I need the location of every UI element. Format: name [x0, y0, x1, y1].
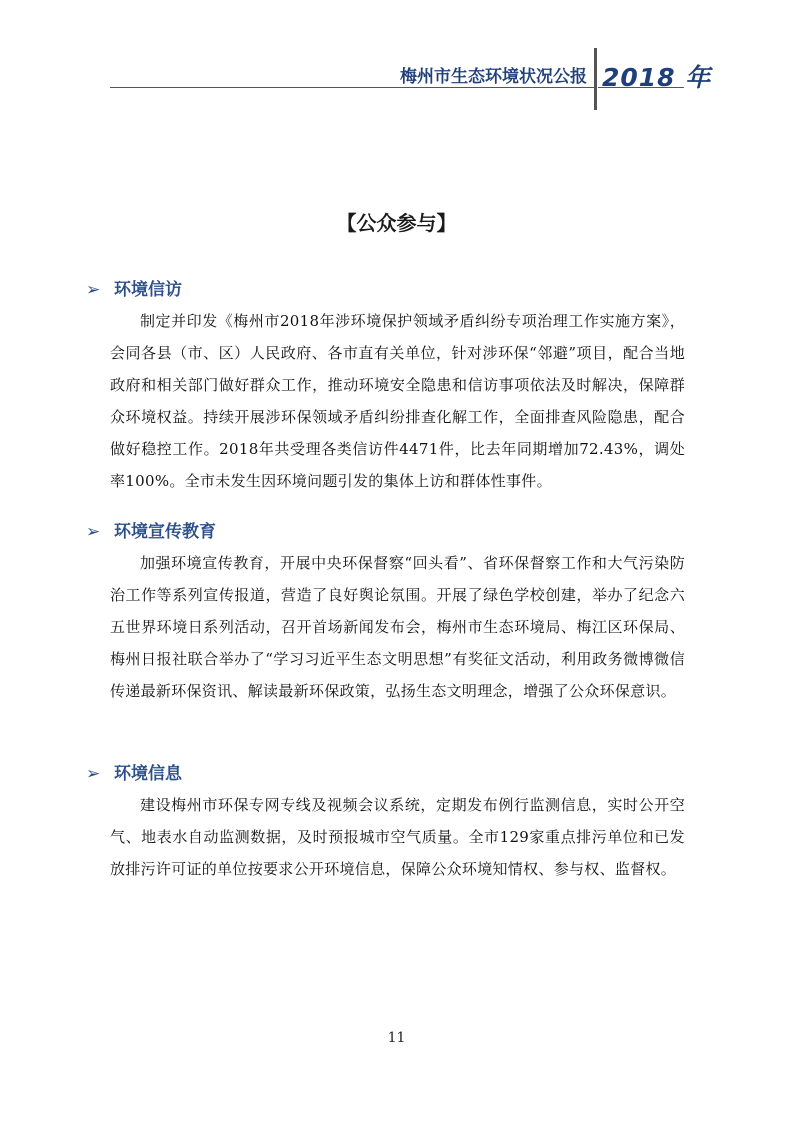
header-rule-left: [110, 87, 596, 88]
subsection-heading-complaints: [86, 275, 182, 300]
paragraph-education: 加强环境宣传教育，开展中央环保督察“回头看”、省环保督察工作和大气污染防治工作等系列宣传报道，营造了良好舆论氛围。开展了绿色学校创建，举办了纪念六五世界环境日系列活动，召开首场新闻发布会，梅州市生态环境局、梅江区环保局、梅州日报社联合举办了“学习习近平生态文明思想”有奖征文活动，利用政务微博微信传递最新环保资讯、解读最新环保政策，弘扬生态文明理念，增强了公众环保意识。: [110, 554, 685, 700]
report-title: 梅州市生态环境状况公报: [400, 67, 587, 87]
subsection-heading-education: [86, 517, 216, 542]
header-rule-right: [598, 87, 684, 88]
subsection-label: 环境信息: [114, 764, 182, 784]
arrow-bullet-icon: ➢: [86, 522, 101, 542]
page-number: 11: [387, 1030, 406, 1046]
arrow-bullet-icon: ➢: [86, 764, 101, 784]
report-year: 2018 年: [602, 63, 712, 92]
subsection-heading-information: [86, 759, 182, 784]
paragraph-information: 建设梅州市环保专网专线及视频会议系统，定期发布例行监测信息，实时公开空气、地表水自动监测数据，及时预报城市空气质量。全市129家重点排污单位和已发放排污许可证的单位按要求公开环境信息，保障公众环境知情权、参与权、监督权。: [110, 796, 685, 878]
paragraph-complaints: 制定并印发《梅州市2018年涉环境保护领域矛盾纠纷专项治理工作实施方案》，会同各县（市、区）人民政府、各市直有关单位，针对涉环保“邻避”项目，配合当地政府和相关部门做好群众工作，推动环境安全隐患和信访事项依法及时解决，保障群众环境权益。持续开展涉环保领域矛盾纠纷排查化解工作，全面排查风险隐患，配合做好稳控工作。2018年共受理各类信访件4471件，比去年同期增加72.43%，调处率100%。全市未发生因环境问题引发的集体上访和群体性事件。: [110, 312, 685, 490]
subsection-label: 环境信访: [114, 280, 182, 300]
arrow-bullet-icon: ➢: [86, 280, 101, 300]
section-title: 【公众参与】: [336, 211, 457, 235]
header-divider: [594, 48, 597, 110]
subsection-label: 环境宣传教育: [114, 522, 216, 542]
